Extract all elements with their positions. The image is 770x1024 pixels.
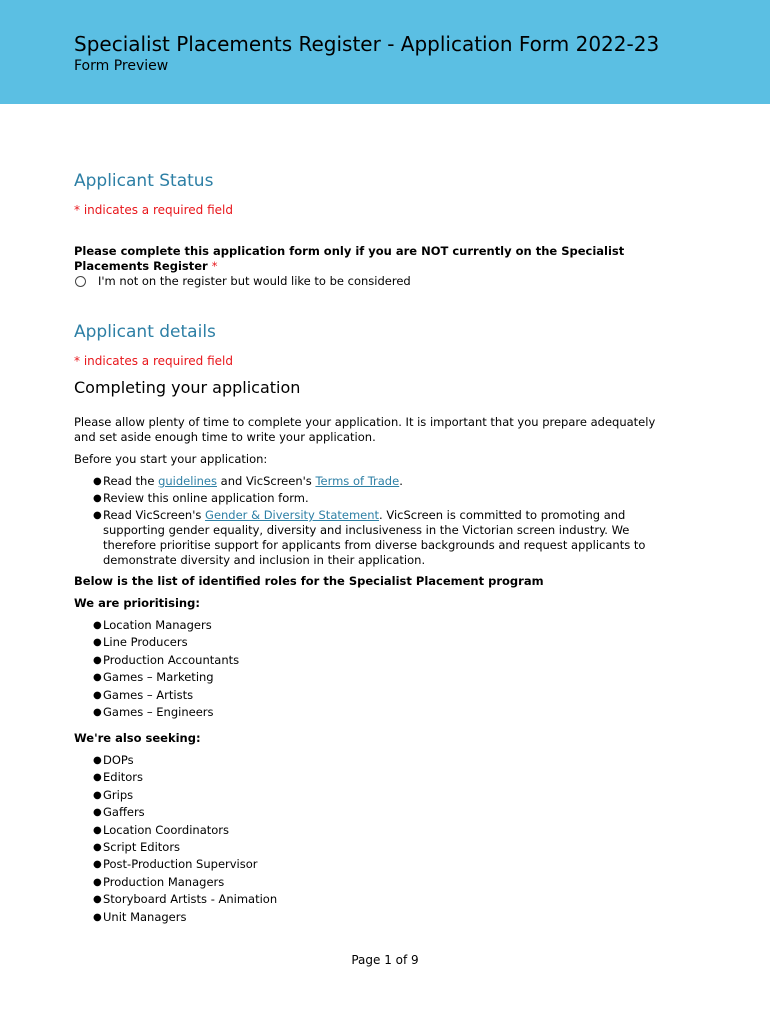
list-item bbox=[74, 909, 674, 926]
prioritising-roles-list bbox=[74, 617, 674, 721]
bullet-icon: ● bbox=[93, 911, 102, 923]
bullet-icon: ● bbox=[93, 672, 102, 684]
subheading-completing-application: Completing your application bbox=[74, 378, 301, 397]
roles-heading: Below is the list of identified roles for the Specialist Placement program bbox=[74, 574, 544, 588]
seeking-heading: We're also seeking: bbox=[74, 731, 201, 745]
list-item-label: Location Coordinators bbox=[103, 822, 230, 837]
list-item bbox=[74, 617, 674, 634]
bullet-icon: ● bbox=[93, 824, 102, 836]
list-item: ● Read the guidelines and VicScreen's Terms of Trade. bbox=[93, 474, 403, 488]
bullet-icon: ● bbox=[93, 859, 102, 871]
form-subtitle: Form Preview bbox=[74, 58, 169, 74]
bullet-icon: ● bbox=[93, 707, 102, 719]
list-item-label: Unit Managers bbox=[103, 909, 187, 924]
list-item bbox=[74, 687, 674, 704]
list-item-label: Grips bbox=[103, 787, 134, 802]
bullet-icon: ● bbox=[93, 876, 102, 888]
list-item bbox=[74, 874, 674, 891]
list-item-label: Games – Marketing bbox=[103, 670, 214, 685]
list-item bbox=[74, 704, 674, 721]
page-number: Page 1 of 9 bbox=[351, 953, 419, 967]
list-item bbox=[74, 634, 674, 651]
list-item bbox=[74, 822, 674, 839]
section-title-applicant-details: Applicant details bbox=[74, 322, 216, 342]
list-item-label: Games – Engineers bbox=[103, 705, 214, 720]
bullet-icon: ● bbox=[93, 510, 102, 521]
list-item bbox=[74, 839, 674, 856]
list-item-label: Editors bbox=[103, 770, 144, 785]
list-item: ● Review this online application form. bbox=[93, 491, 309, 505]
required-star: * bbox=[211, 259, 218, 273]
radio-option-label: I'm not on the register but would like to be considered bbox=[98, 274, 411, 288]
before-start-text: Before you start your application: bbox=[74, 452, 268, 466]
list-item-label: Script Editors bbox=[103, 840, 181, 855]
bullet-icon: ● bbox=[93, 772, 102, 784]
bullet-icon: ● bbox=[93, 894, 102, 906]
guidelines-link[interactable]: guidelines bbox=[158, 474, 217, 488]
form-title: Specialist Placements Register - Application Form 2022-23 bbox=[74, 32, 660, 56]
bullet-icon: ● bbox=[93, 842, 102, 854]
list-item-label: Production Accountants bbox=[103, 652, 240, 667]
gender-diversity-statement-link[interactable]: Gender & Diversity Statement bbox=[205, 508, 380, 522]
list-item-label: Storyboard Artists - Animation bbox=[103, 892, 278, 907]
list-item bbox=[74, 669, 674, 686]
bullet-icon: ● bbox=[93, 789, 102, 801]
list-item-label: DOPs bbox=[103, 753, 134, 767]
list-item bbox=[74, 856, 674, 873]
list-item-label: Production Managers bbox=[103, 874, 225, 889]
bullet-icon: ● bbox=[93, 493, 102, 504]
page-header bbox=[0, 0, 770, 104]
required-field-note: * indicates a required field bbox=[74, 203, 233, 217]
list-item-label: Post-Production Supervisor bbox=[103, 857, 258, 872]
preparation-steps-list bbox=[74, 474, 674, 568]
bullet-icon: ● bbox=[93, 654, 102, 666]
section-title-applicant-status: Applicant Status bbox=[74, 171, 214, 191]
list-item-label: Line Producers bbox=[103, 635, 188, 650]
bullet-icon: ● bbox=[93, 807, 102, 819]
list-item bbox=[74, 804, 674, 821]
list-item bbox=[74, 652, 674, 669]
question-register-status bbox=[74, 244, 674, 274]
question-text: Please complete this application form only if you are NOT currently on the Specialist Placements Register bbox=[74, 244, 625, 273]
bullet-icon: ● bbox=[93, 637, 102, 649]
bullet-icon: ● bbox=[93, 620, 102, 631]
bullet-icon: ● bbox=[93, 755, 102, 766]
list-item bbox=[74, 752, 674, 769]
list-item bbox=[74, 891, 674, 908]
list-item bbox=[74, 787, 674, 804]
list-item-label: Gaffers bbox=[103, 805, 145, 820]
seeking-roles-list bbox=[74, 752, 674, 926]
bullet-icon: ● bbox=[93, 476, 102, 487]
required-field-note: * indicates a required field bbox=[74, 354, 233, 368]
list-item-label: Games – Artists bbox=[103, 687, 194, 702]
intro-paragraph: Please allow plenty of time to complete your application. It is important that you prepare adequately and set aside enough time to write your application. bbox=[74, 415, 656, 444]
radio-option-not-on-register[interactable] bbox=[74, 274, 411, 288]
list-item: ● Read VicScreen's Gender & Diversity Statement. VicScreen is committed to promoting and supporting gender equality, diversity and inclusiveness in the Victorian screen industry. We therefore prioritise support for applicants from diverse backgrounds and request applicants to demonstrate diversity and inclusion in their application. bbox=[93, 508, 646, 567]
prioritising-heading: We are prioritising: bbox=[74, 596, 200, 610]
radio-button[interactable] bbox=[75, 276, 86, 287]
list-item-label: Location Managers bbox=[103, 618, 212, 632]
list-item bbox=[74, 769, 674, 786]
bullet-icon: ● bbox=[93, 689, 102, 701]
terms-of-trade-link[interactable]: Terms of Trade bbox=[315, 474, 400, 488]
